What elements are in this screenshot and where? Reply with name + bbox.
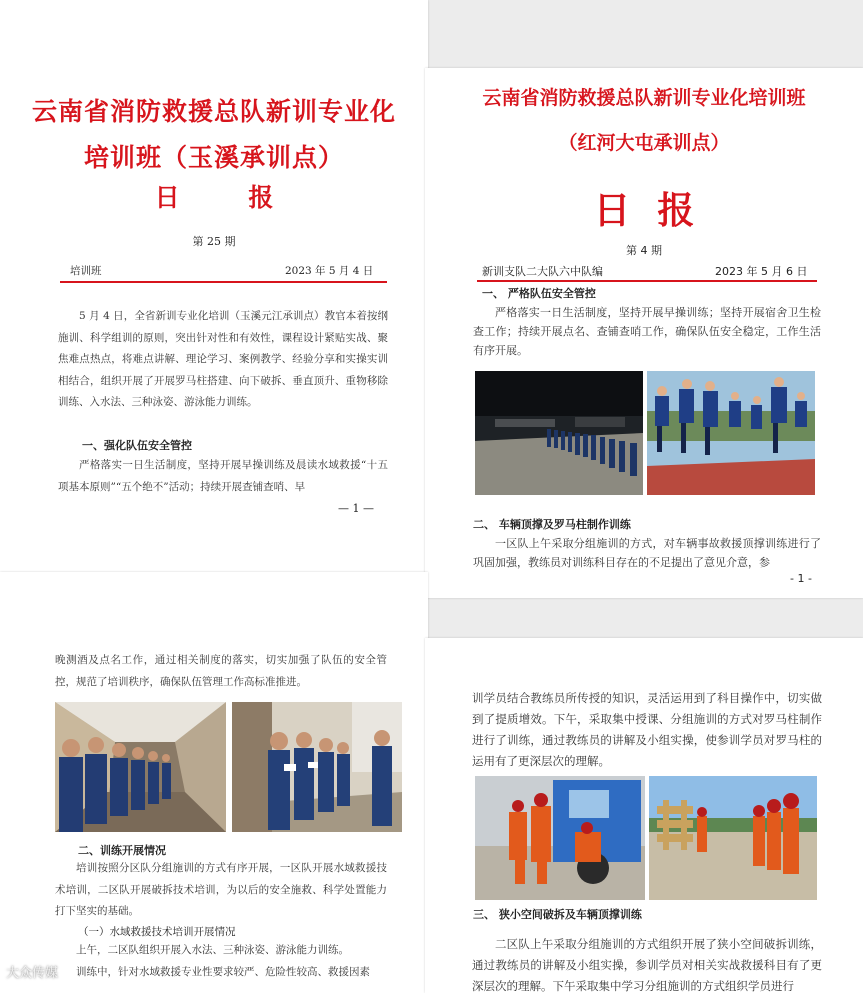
daily-report-page-honghe-2 [425,638,863,993]
paragraph-cutoff: 训练中，针对水域救援专业性要求较严、危险性较高、救援因素 [76,966,370,978]
daily-report-page-yuxi-2 [0,572,428,993]
report-title-line2: 培训班（玉溪承训点） [83,143,344,172]
report-masthead: 日 报 [593,189,695,232]
section-paragraph: 一区队上午采取分组施训的方式，对车辆事故救援顶撑训练进行了巩固加强，教练员对训练科目存在的不足提出了意见介意，参 [473,537,821,569]
paragraph-continued: 晚测酒及点名工作，通过相关制度的落实，切实加强了队伍的安全管控，规范了培训秩序，确保队伍管理工作高标准推进。 [55,654,387,688]
section-paragraph: 二区队上午采取分组施训的方式组织开展了狭小空间破拆训练，通过教练员的讲解及小组实操，参训学员对相关实战救援科目有了更深层次的理解。下午采取集中学习分组施训的方式组织学员进行 [472,937,822,993]
red-divider [60,281,387,283]
section-heading: 一、 严格队伍安全管控 [482,287,596,300]
issuing-org: 培训班 [70,265,102,277]
section-paragraph: 严格落实一日生活制度，坚持开展早操训练及晨读水域救援“十五项基本原则”“五个绝不”活动；持续开展查铺查哨、早 [58,459,388,493]
section-heading: 二、 车辆顶撑及罗马柱制作训练 [473,518,631,531]
photo-hallway-reading [55,702,226,832]
report-title-line1: 云南省消防救援总队新训专业化 [31,97,396,126]
report-masthead: 日 报 [154,183,274,212]
section-heading: 一、强化队伍安全管控 [82,439,192,452]
page-number: - 1 - [790,572,812,585]
watermark: 大众传媒 [6,966,59,981]
issue-number: 第 25 期 [192,235,236,248]
photo-night-formation [475,371,643,495]
report-title-line1: 云南省消防救援总队新训专业化培训班 [482,87,806,109]
issue-number: 第 4 期 [626,244,662,257]
photo-group-reading [232,702,402,832]
issuing-org: 新训支队二大队六中队编 [482,265,603,278]
subsection-paragraph: 上午，二区队组织开展入水法、三种泳姿、游泳能力训练。 [76,944,349,956]
issue-date: 2023 年 5 月 6 日 [715,265,808,278]
section-heading: 三、 狭小空间破拆及车辆顶撑训练 [473,908,642,921]
intro-paragraph: 5 月 4 日，全省新训专业化培训（玉溪元江承训点）教官本着按纲施训、科学组训的原则，突出针对性和有效性，课程设计紧贴实战、聚焦难点热点，将难点讲解、理论学习、案例教学、经验分享和实操实训相结合，组织开展了开展罗马柱搭建、向下破拆、垂直顶升、重物移除训练、入水法、三种泳姿、游泳能力训练。 [58,310,388,408]
daily-report-page-honghe-1 [425,68,863,598]
subsection-heading: （一）水域救援技术培训开展情况 [78,926,236,938]
photo-roman-pillar-build [649,776,817,900]
section-paragraph: 严格落实一日生活制度，坚持开展早操训练；坚持开展宿舍卫生检查工作；持续开展点名、查铺查哨工作，确保队伍安全稳定，工作生活有序开展。 [473,306,821,357]
issue-date: 2023 年 5 月 4 日 [285,265,374,277]
paragraph-continued: 训学员结合教练员所传授的知识，灵活运用到了科目操作中，切实做到了提质增效。下午，采取集中授课、分组施训的方式对罗马柱制作进行了训练，通过教练员的讲解及小组实操，使参训学员对罗马柱的运用有了更深层次的理解。 [472,691,822,768]
daily-report-page-yuxi-1 [0,0,428,572]
photo-vehicle-stabilization [475,776,645,900]
section-paragraph: 培训按照分区队分组施训的方式有序开展，一区队开展水域救援技术培训，二区队开展破拆技术培训，为以后的安全施救、科学处置能力打下坚实的基础。 [55,862,387,917]
page-number: — 1 — [338,502,374,515]
photo-morning-run [647,371,815,495]
report-title-line2: （红河大屯承训点） [558,132,730,154]
red-divider [477,280,817,282]
section-heading: 二、训练开展情况 [78,844,166,857]
